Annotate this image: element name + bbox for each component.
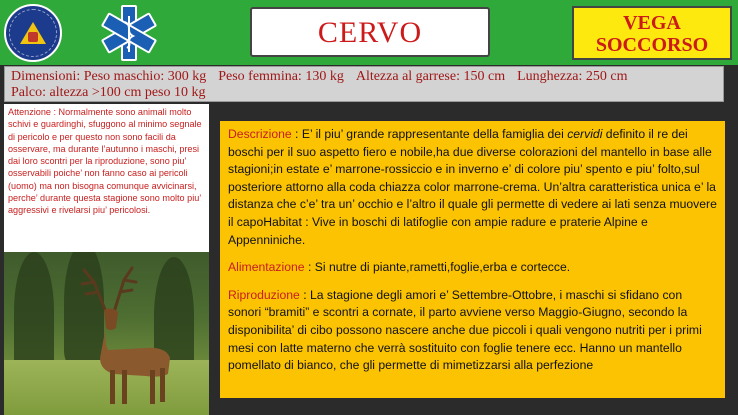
dimensions-panel <box>4 66 724 102</box>
alimentazione-paragraph <box>228 259 717 277</box>
deer-photo <box>4 252 209 415</box>
page-title <box>250 7 490 57</box>
info-panel <box>220 121 725 398</box>
brand-line-1: VEGA <box>623 12 681 34</box>
riproduzione-text: : La stagione degli amori e’ Settembre-Ottobre, i maschi si sfidano con sonori “bramiti” e scontri a cornate, il parto avviene verso Maggio-Giugno, secondo la disponibilita’ di cibo possono nascere anche due piccoli i quali vengono nutriti per i primi mesi con latte materno che verrà sostituito con foglie tenere ecc. Hanno un mantello pomellato di bianco, che gli permette di mimetizzarsi alla perfezione <box>228 287 702 373</box>
dim-peso-maschio: Dimensioni: Peso maschio: 300 kg <box>11 69 207 84</box>
dim-lunghezza: Lunghezza: 250 cm <box>517 69 628 84</box>
dim-altezza: Altezza al garrese: 150 cm <box>355 69 506 84</box>
alimentazione-label: Alimentazione <box>228 260 305 275</box>
dimensions-line-2: Palco: altezza >100 cm peso 10 kg <box>11 85 206 100</box>
dim-peso-femmina: Peso femmina: 130 kg <box>218 69 344 84</box>
header-bar <box>0 0 738 65</box>
warning-box: Attenzione : Normalmente sono animali molto schivi e guardinghi, sfuggono al minimo segnale di pericolo e per questo non sono facili da osservare, ma durante l’autunno i maschi, presi dai loro scontri per la riproduzione, sono piu’ osservabili poiche’ non fanno caso ai pericoli (uomo) ma non bisogna comunque avvicinarsi, perche’ durante questa stagione sono molto piu’ aggressivi e rivelarsi piu’ pericolosi. <box>4 104 209 252</box>
brand-line-2: SOCCORSO <box>595 34 709 56</box>
descrizione-label: Descrizione <box>228 127 292 141</box>
descrizione-text-b: definito il re dei boschi per il suo aspetto fiero e nobile,ha due diverse colorazioni del mantello in base alle stagioni;in estate e’ marrone-rossiccio e in inverno e’ di colore piu’ spento e piu’ folto,sul posteriore attorno alla coda chiazza color marrone-crema. Un’altra caratteristica unica e’ la distanza che c’e’ tra un’ occhio e l’altro il quale gli permette di vedere ai lati senza muovere il capoHabitat : Vive in boschi di latifoglie con ampie radure e praterie Alpine e Appenniniche. <box>228 127 717 247</box>
star-of-life-icon <box>100 4 158 62</box>
descrizione-paragraph <box>228 126 717 249</box>
brand-badge <box>572 6 732 60</box>
riproduzione-paragraph <box>228 287 717 375</box>
alimentazione-text: : Si nutre di piante,rametti,foglie,erba e cortecce. <box>304 260 571 275</box>
descrizione-text-a: : E’ il piu’ grande rappresentante della famiglia dei <box>291 127 568 141</box>
riproduzione-label: Riproduzione <box>228 287 300 302</box>
descrizione-cervidi: cervidi <box>567 127 603 141</box>
title-text: CERVO <box>317 16 423 49</box>
dimensions-line-1 <box>11 69 717 85</box>
deer-icon <box>34 262 184 412</box>
protezione-civile-logo-icon <box>4 4 62 62</box>
